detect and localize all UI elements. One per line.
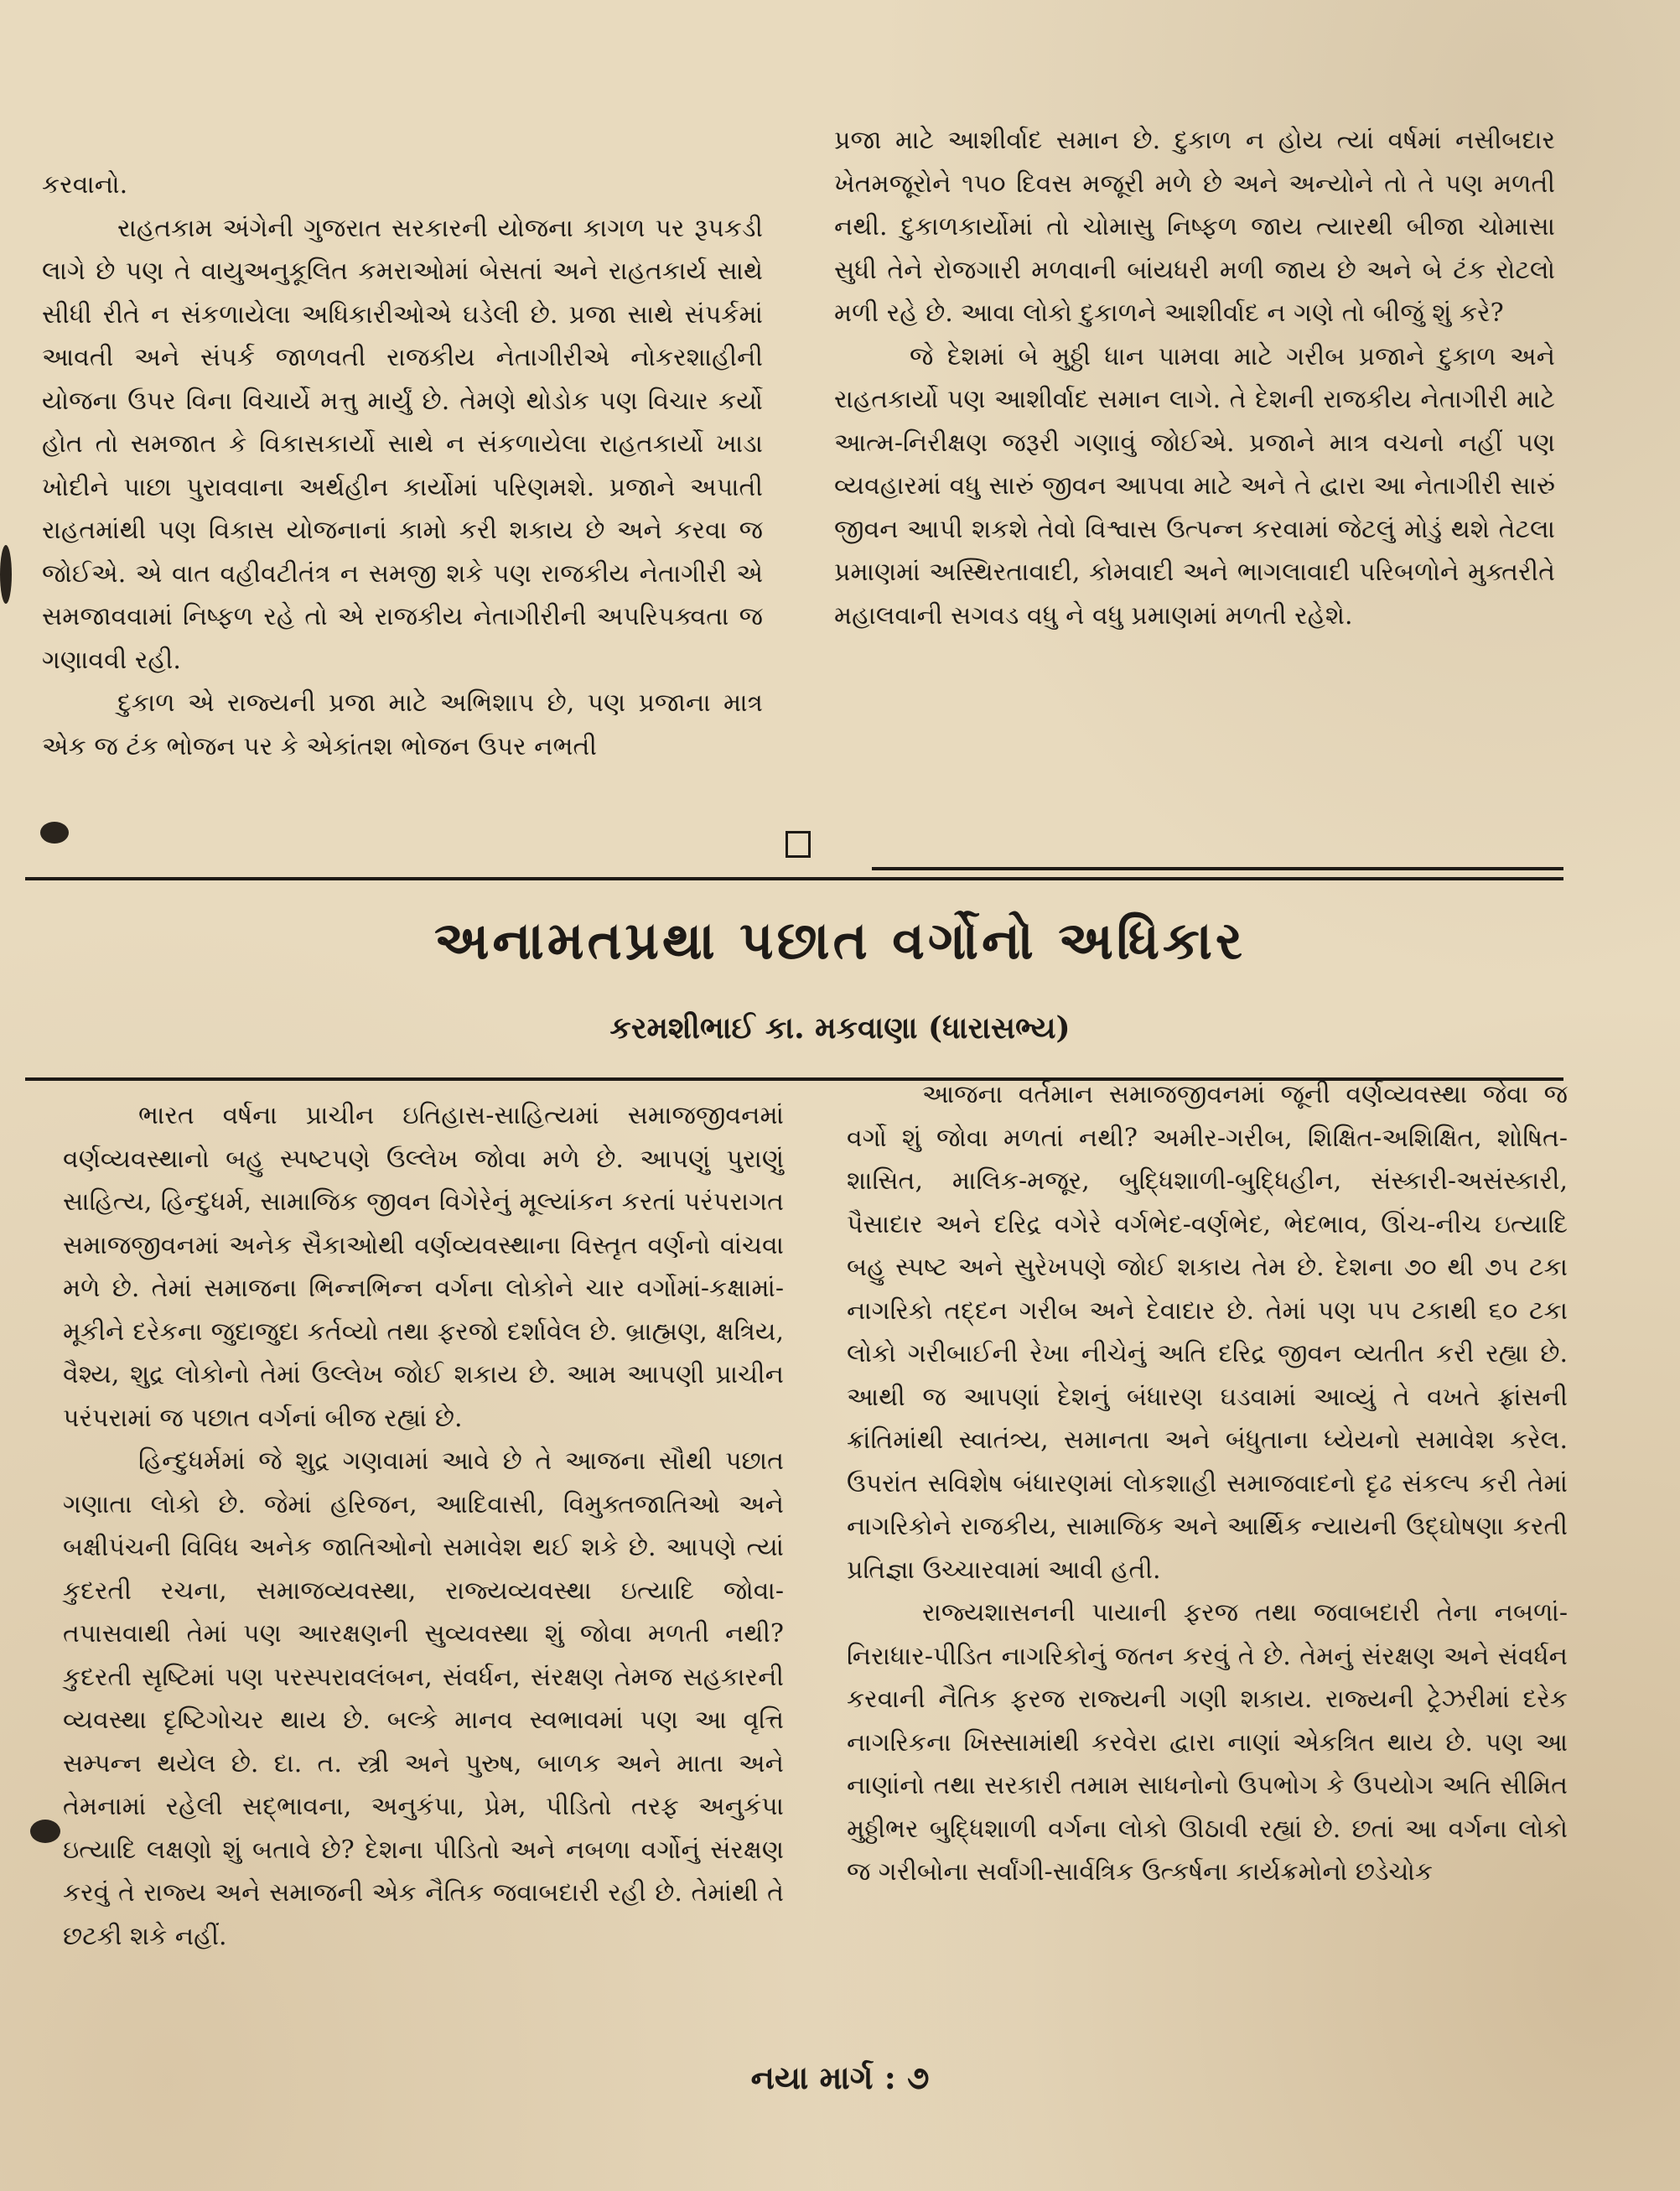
divider xyxy=(25,877,1563,880)
article-left-column xyxy=(63,1094,784,1958)
divider xyxy=(872,867,1563,870)
page-damage-mark xyxy=(0,545,12,604)
article-author: કરમશીભાઈ કા. મકવાણા (ધારાસભ્ય) xyxy=(609,1010,1071,1046)
paragraph: રાજ્યશાસનની પાયાની ફરજ તથા જવાબદારી તેના નબળાં-નિરાધાર-પીડિત નાગરિકોનું જતન કરવું તે છે. તેમનું સંરક્ષણ અને સંવર્ધન કરવાની નૈતિક ફરજ રાજ્યની ગણી શકાય. રાજ્યની ટ્રેઝરીમાં દરેક નાગરિકના ખિસ્સામાંથી કરવેરા દ્વારા નાણાં એકત્રિત થાય છે. પણ આ નાણાંનો તથા સરકારી તમામ સાધનોનો ઉપભોગ કે ઉપયોગ અતિ સીમિત મુઠ્ઠીભર બુદ્ધિશાળી વર્ગના લોકો ઊઠાવી રહ્યાં છે. છતાં આ વર્ગના લોકો જ ગરીબોના સર્વાંગી-સાર્વત્રિક ઉત્કર્ષના કાર્યક્રમોનો છડેચોક xyxy=(847,1598,1568,1887)
paragraph: હિન્દુધર્મમાં જે શુદ્ર ગણવામાં આવે છે તે આજના સૌથી પછાત ગણાતા લોકો છે. જેમાં હરિજન, આદિવાસી, વિમુક્તજાતિઓ અને બક્ષીપંચની વિવિધ અનેક જાતિઓનો સમાવેશ થઈ શકે છે. આપણે ત્યાં કુદરતી રચના, સમાજવ્યવસ્થા, રાજ્યવ્યવસ્થા ઇત્યાદિ જોવા-તપાસવાથી તેમાં પણ આરક્ષણની સુવ્યવસ્થા શું જોવા મળતી નથી? કુદરતી સૃષ્ટિમાં પણ પરસ્પરાવલંબન, સંવર્ધન, સંરક્ષણ તેમજ સહકારની વ્યવસ્થા દૃષ્ટિગોચર થાય છે. બલ્કે માનવ સ્વભાવમાં પણ આ વૃત્તિ સમ્પન્ન થયેલ છે. દા. ત. સ્ત્રી અને પુરુષ, બાળક અને માતા અને તેમનામાં રહેલી સદ્‌ભાવના, અનુકંપા, પ્રેમ, પીડિતો તરફ અનુકંપા ઇત્યાદિ લક્ષણો શું બતાવે છે? દેશના પીડિતો અને નબળા વર્ગોનું સંરક્ષણ કરવું તે રાજ્ય અને સમાજની એક નૈતિક જવાબદારી રહી છે. તેમાંથી તે છટકી શકે નહીં. xyxy=(63,1446,784,1951)
paragraph: કરવાનો. xyxy=(42,170,128,200)
page-footer: નયા માર્ગ : ૭ xyxy=(750,2059,930,2096)
section-end-mark xyxy=(786,831,811,858)
paragraph: દુકાળ એ રાજ્યની પ્રજા માટે અભિશાપ છે, પણ પ્રજાના માત્ર એક જ ટંક ભોજન પર કે એકાંતશ ભોજન ઉપર નભતી xyxy=(42,688,763,761)
page-damage-mark xyxy=(30,1820,60,1843)
paragraph: આજના વર્તમાન સમાજજીવનમાં જૂની વર્ણવ્યવસ્થા જેવા જ વર્ગો શું જોવા મળતાં નથી? અમીર-ગરીબ, શિક્ષિત-અશિક્ષિત, શોષિત-શાસિત, માલિક-મજૂર, બુદ્ધિશાળી-બુદ્ધિહીન, સંસ્કારી-અસંસ્કારી, પૈસાદાર અને દરિદ્ર વગેરે વર્ગભેદ-વર્ણભેદ, ભેદભાવ, ઊંચ-નીચ ઇત્યાદિ બહુ સ્પષ્ટ અને સુરેખપણે જોઈ શકાય તેમ છે. દેશના ૭૦ થી ૭૫ ટકા નાગરિકો તદ્દન ગરીબ અને દેવાદાર છે. તેમાં પણ ૫૫ ટકાથી ૬૦ ટકા લોકો ગરીબાઈની રેખા નીચેનું અતિ દરિદ્ર જીવન વ્યતીત કરી રહ્યા છે. આથી જ આપણાં દેશનું બંધારણ ઘડવામાં આવ્યું તે વખતે ફ્રાંસની ક્રાંતિમાંથી સ્વાતંત્ર્ય, સમાનતા અને બંધુતાના ધ્યેયનો સમાવેશ કરેલ. ઉપરાંત સવિશેષ બંધારણમાં લોકશાહી સમાજવાદનો દૃઢ સંકલ્પ કરી તેમાં નાગરિકોને રાજકીય, સામાજિક અને આર્થિક ન્યાયની ઉદ્‌ઘોષણા કરતી પ્રતિજ્ઞા ઉચ્ચારવામાં આવી હતી. xyxy=(847,1080,1568,1585)
article-title: અનામતપ્રથા પછાત વર્ગોનો અધિકાર xyxy=(434,910,1246,971)
top-left-column xyxy=(42,164,763,768)
paragraph: રાહતકામ અંગેની ગુજરાત સરકારની યોજના કાગળ પર રૂપકડી લાગે છે પણ તે વાયુઅનુકૂલિત કમરાઓમાં બેસતાં અને રાહતકાર્ય સાથે સીધી રીતે ન સંકળાયેલા અધિકારીઓએ ઘડેલી છે. પ્રજા સાથે સંપર્કમાં આવતી અને સંપર્ક જાળવતી રાજકીય નેતાગીરીએ નોકરશાહીની યોજના ઉપર વિના વિચાર્યે મત્તુ માર્યું છે. તેમણે થોડોક પણ વિચાર કર્યો હોત તો સમજાત કે વિકાસકાર્યો સાથે ન સંકળાયેલા રાહતકાર્યો ખાડા ખોદીને પાછા પુરાવવાના અર્થહીન કાર્યોમાં પરિણમશે. પ્રજાને અપાતી રાહતમાંથી પણ વિકાસ યોજનાનાં કામો કરી શકાય છે અને કરવા જ જોઈએ. એ વાત વહીવટીતંત્ર ન સમજી શકે પણ રાજકીય નેતાગીરી એ સમજાવવામાં નિષ્ફળ રહે તો એ રાજકીય નેતાગીરીની અપરિપક્વતા જ ગણાવવી રહી. xyxy=(42,213,763,675)
paragraph: જે દેશમાં બે મુઠ્ઠી ધાન પામવા માટે ગરીબ પ્રજાને દુકાળ અને રાહતકાર્યો પણ આશીર્વાદ સમાન લાગે. તે દેશની રાજકીય નેતાગીરી માટે આત્મ-નિરીક્ષણ જરૂરી ગણાવું જોઈએ. પ્રજાને માત્ર વચનો નહીં પણ વ્યવહારમાં વધુ સારું જીવન આપવા માટે અને તે દ્વારા આ નેતાગીરી સારું જીવન આપી શકશે તેવો વિશ્વાસ ઉત્પન્ન કરવામાં જેટલું મોડું થશે તેટલા પ્રમાણમાં અસ્થિરતાવાદી, કોમવાદી અને ભાગલાવાદી પરિબળોને મુક્તરીતે મહાલવાની સગવડ વધુ ને વધુ પ્રમાણમાં મળતી રહેશે. xyxy=(834,341,1555,631)
paragraph: પ્રજા માટે આશીર્વાદ સમાન છે. દુકાળ ન હોય ત્યાં વર્ષમાં નસીબદાર ખેતમજૂરોને ૧૫૦ દિવસ મજૂરી મળે છે અને અન્યોને તો તે પણ મળતી નથી. દુકાળકાર્યોમાં તો ચોમાસુ નિષ્ફળ જાય ત્યારથી બીજા ચોમાસા સુધી તેને રોજગારી મળવાની બાંયધરી મળી જાય છે અને બે ટંક રોટલો મળી રહે છે. આવા લોકો દુકાળને આશીર્વાદ ન ગણે તો બીજું શું કરે? xyxy=(834,126,1555,328)
article-right-column xyxy=(847,1073,1568,1894)
paragraph: ભારત વર્ષના પ્રાચીન ઇતિહાસ-સાહિત્યમાં સમાજજીવનમાં વર્ણવ્યવસ્થાનો બહુ સ્પષ્ટપણે ઉલ્લેખ જોવા મળે છે. આપણું પુરાણું સાહિત્ય, હિન્દુધર્મ, સામાજિક જીવન વિગેરેનું મૂલ્યાંકન કરતાં પરંપરાગત સમાજજીવનમાં અનેક સૈકાઓથી વર્ણવ્યવસ્થાના વિસ્તૃત વર્ણનો વાંચવા મળે છે. તેમાં સમાજના ભિન્નભિન્ન વર્ગના લોકોને ચાર વર્ગોમાં-કક્ષામાં-મૂકીને દરેકના જુદાજુદા કર્તવ્યો તથા ફરજો દર્શાવેલ છે. બ્રાહ્મણ, ક્ષત્રિય, વૈશ્ય, શુદ્ર લોકોનો તેમાં ઉલ્લેખ જોઈ શકાય છે. આમ આપણી પ્રાચીન પરંપરામાં જ પછાત વર્ગનાં બીજ રહ્યાં છે. xyxy=(63,1101,784,1433)
page-damage-mark xyxy=(40,822,69,844)
top-right-column xyxy=(834,119,1555,637)
